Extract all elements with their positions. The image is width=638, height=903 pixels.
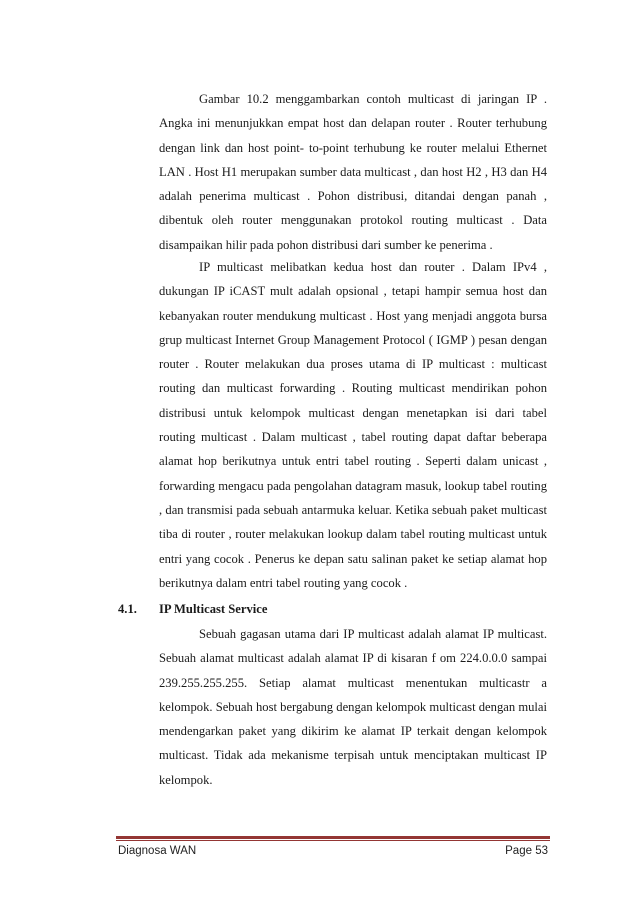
section-number: 4.1. — [118, 602, 137, 616]
body-paragraph-2: IP multicast melibatkan kedua host dan router . Dalam IPv4 , dukungan IP iCAST mult adalah opsional , tetapi hampir semua host dan kebanyakan router mendukung multicast . Host yang menjadi anggota bursa grup multicast Internet Group Management Protocol ( IGMP ) pesan dengan router . Router melakukan dua proses utama di IP multicast : multicast routing dan multicast forwarding . Routing multicast mendirikan pohon distribusi untuk kelompok multicast dengan menetapkan isi dari tabel routing multicast . Dalam multicast , tabel routing dapat daftar beberapa alamat hop berikutnya untuk entri tabel routing . Seperti dalam unicast , forwarding mengacu pada pengolahan datagram masuk, lookup tabel routing , dan transmisi pada sebuah antarmuka keluar. Ketika sebuah paket multicast tiba di router , router melakukan lookup dalam tabel routing multicast untuk entri yang cocok . Penerus ke depan satu salinan paket ke setiap alamat hop berikutnya dalam entri tabel routing yang cocok . — [159, 260, 547, 590]
section-paragraph: Sebuah gagasan utama dari IP multicast adalah alamat IP multicast. Sebuah alamat multicast adalah alamat IP di kisaran f om 224.0.0.0 sampai 239.255.255.255. Setiap alamat multicast menentukan multicastr a kelompok. Sebuah host bergabung dengan kelompok multicast dengan mulai mendengarkan paket yang dikirim ke alamat IP terkait dengan kelompok multicast. Tidak ada mekanisme terpisah untuk menciptakan multicast IP kelompok. — [159, 627, 547, 787]
section-title: IP Multicast Service — [159, 602, 268, 616]
page-footer — [118, 845, 548, 863]
footer-page-number: Page 53 — [505, 845, 548, 857]
footer-rule-thin — [116, 840, 550, 841]
footer-rule-thick — [116, 836, 550, 839]
footer-document-title: Diagnosa WAN — [118, 845, 197, 857]
body-paragraph-1: Gambar 10.2 menggambarkan contoh multicast di jaringan IP . Angka ini menunjukkan empat host dan delapan router . Router terhubung dengan link dan host point- to-point terhubung ke router melalui Ethernet LAN . Host H1 merupakan sumber data multicast , dan host H2 , H3 dan H4 adalah penerima multicast . Pohon distribusi, ditandai dengan panah , dibentuk oleh router menggunakan protokol routing multicast . Data disampaikan hilir pada pohon distribusi dari sumber ke penerima . — [159, 92, 547, 252]
